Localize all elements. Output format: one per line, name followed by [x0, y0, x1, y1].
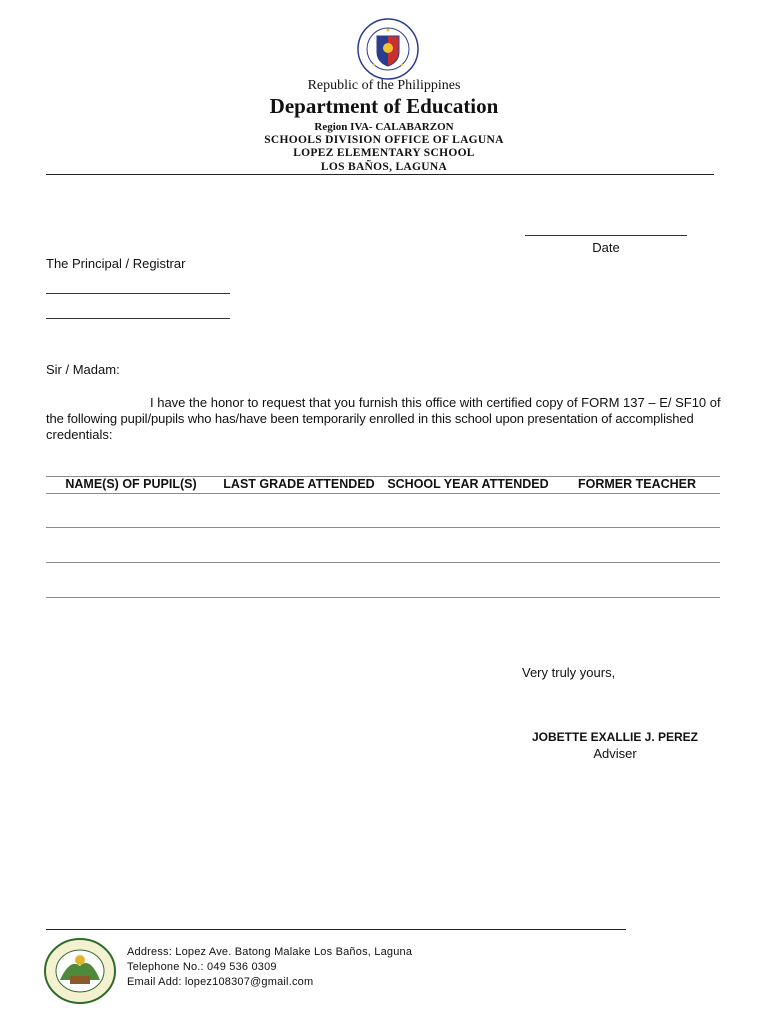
table-row — [46, 562, 720, 563]
footer-email: Email Add: lopez108307@gmail.com — [127, 976, 314, 988]
table-header-rule — [46, 493, 720, 494]
table-row — [46, 597, 720, 598]
footer-telephone: Telephone No.: 049 536 0309 — [127, 961, 277, 973]
col-header-teacher: FORMER TEACHER — [577, 477, 697, 491]
col-header-school-year: SCHOOL YEAR ATTENDED — [387, 477, 549, 491]
date-blank — [525, 235, 687, 236]
table-row — [46, 527, 720, 528]
addressee-blank-1 — [46, 293, 230, 294]
date-label: Date — [592, 240, 620, 255]
col-header-name: NAME(S) OF PUPIL(S) — [65, 477, 197, 491]
body-line-2: the following pupil/pupils who has/have been temporarily enrolled in this school upon presentation of accomplished — [46, 411, 694, 426]
region-line: Region IVA- CALABARZON — [314, 121, 454, 133]
footer-divider — [46, 929, 626, 930]
signatory-name: JOBETTE EXALLIE J. PEREZ — [531, 730, 699, 744]
location-line: LOS BAÑOS, LAGUNA — [320, 161, 448, 173]
division-line: SCHOOLS DIVISION OFFICE OF LAGUNA — [264, 134, 504, 146]
school-logo — [44, 938, 116, 1004]
footer-address: Address: Lopez Ave. Batong Malake Los Baños, Laguna — [127, 946, 413, 958]
complimentary-close: Very truly yours, — [522, 665, 616, 680]
addressee-blank-2 — [46, 318, 230, 319]
republic-line: Republic of the Philippines — [307, 78, 461, 93]
deped-seal-logo — [357, 18, 419, 80]
addressee: The Principal / Registrar — [46, 256, 186, 271]
body-line-1: I have the honor to request that you furnish this office with certified copy of FORM 137 – E/ SF10 of — [150, 395, 721, 410]
col-header-grade: LAST GRADE ATTENDED — [223, 477, 375, 491]
signatory-title: Adviser — [593, 746, 637, 761]
body-line-3: credentials: — [46, 427, 113, 442]
department-title: Department of Education — [269, 94, 499, 118]
salutation: Sir / Madam: — [46, 362, 120, 377]
header-divider — [46, 174, 714, 175]
school-line: LOPEZ ELEMENTARY SCHOOL — [293, 147, 475, 159]
